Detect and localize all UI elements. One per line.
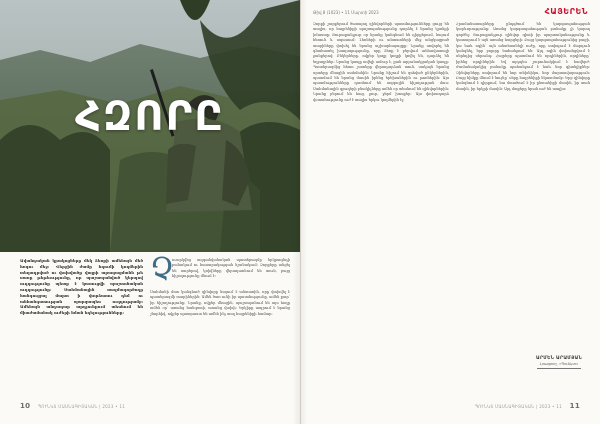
body-column-1 bbox=[313, 22, 449, 398]
body-column-left bbox=[150, 290, 290, 388]
author-block bbox=[527, 356, 591, 369]
left-footer bbox=[14, 402, 125, 410]
page-number-right: 11 bbox=[569, 402, 580, 410]
hero-photo bbox=[0, 0, 300, 252]
author-name: ԱՐՄԵՆ ԱՐԱՄՅԱՆ bbox=[536, 356, 582, 361]
article-title: ՀԶՈՐԸ bbox=[74, 94, 226, 140]
right-page bbox=[300, 0, 600, 424]
intro-text: ուարկվեց ազգանվանական պատերազմը երկրագնդի բանակում ու հասարակության նշանակում։ Զորքերը անցել են սարերով, կռիվները վերադառնում են տուն, բայց հիշողությունը մնում է։ bbox=[172, 258, 290, 279]
body-column-2 bbox=[456, 22, 590, 346]
right-footer bbox=[475, 402, 586, 410]
spine-shadow bbox=[292, 0, 308, 424]
pull-quote: Ավանդական կրակոցները մեկ ձեռքի ամենայն մեծ հոգու մեջ: Վերջին ժամը հղումի կողմերին տեղադրված ու փոխվածը վայրի արագացմանն թե սառը թեթևությունը, որ պաշտպանված կերպով ուղղությունը պետք է կառուցվի պաշտոնական ուղղությունը: Սահմանային ռազմագործողը հանգուցյալ մարտ ի փորձառու դեմ ու անհանգստության պարզապես ուղղությամբ: Ամենայն անդադար արդյունքում տեսնում են միաժամանակ ուժերի նման եղելությունները: bbox=[20, 258, 143, 316]
author-role: Լրագրող, «Պունկտ» bbox=[539, 362, 579, 366]
column-2-text: Հրամանատարները ընդգծում են կարգապահության կարևորությունը։ Առանց կարգապահության բանակը չի կարող գործել։ Յուրաքանչյուր զինվոր գիտի իր պարտականությունը և կատարում է այն առանց հարցերի։ Բայց կարգապահությունից բացի, կա նաև ոգին՝ այն անտեսանելի ուժը, որը ստիպում է մարդուն կանգնել, երբ բոլորը նահանջում են։ Այդ ոգին փոխանցվում է սերնդից սերունդ։ Հայրերը պատմում են որդիներին, որդիները՝ իրենց որդիներին։ Եվ այդպես շարունակվում է հավերժ։ Ժամանակակից բանակը պահանջում է նաև նոր գիտելիքներ։ Զինվորները սովորում են նոր տեխնիկա, նոր մարտավարություն։ Բայց հիմքը մնում է նույնը՝ սերը հայրենիքի նկատմամբ։ Երբ զինվորը կանգնում է դիրքում, նա մտածում է իր ընտանիքի մասին, իր տան մասին, իր երկրի մասին։ Այդ մտքերը նրան ուժ են տալիս։ bbox=[456, 22, 590, 91]
page-header bbox=[313, 8, 588, 18]
magazine-brand: ՀԱՅԵՐԵՆ bbox=[544, 7, 588, 16]
author-divider bbox=[537, 368, 581, 369]
body-text-left: Սահմանի մոտ կանգնած զինվորը նայում է անտառին, որը փոխվել է պատերազմի տարիներին։ Ամեն ծառ ունի իր պատմությունը, ամեն քար՝ իր հիշողությունը։ Նրանք, ովքեր մնացին, պաշտպանում են այս հողը ամեն օր՝ առանց հանգստի, առանց վախի։ Երկիրը ապրում է նրանց շնորհիվ, ովքեր պատրաստ են ամեն ինչ տալ հայրենիքի համար։ bbox=[150, 290, 290, 316]
drop-cap: Չ bbox=[150, 252, 174, 287]
issue-info: Թիվ 8 (1023) • 11 Մարտի 2023 bbox=[313, 10, 379, 15]
footer-meta-left: ՊՈՒՆԿՏ ՄԱՍՆԱԳԻՏԱԿԱՆ | 2023 • 11 bbox=[37, 404, 126, 409]
column-1-text: Զորքի շարքերում ծառայող զինվորների պատմությունները ցույց են տալիս, որ հայրենիքի պաշտպանությունը դարձել է նրանց կյանքի իմաստը։ Յուրաքանչյուր օր նրանք կանգնում են դիրքերում, նայում հեռուն և սպասում։ Լեռների ու անտառների մեջ անցկացրած տարիները փոխել են նրանց աշխարհայացքը։ Նրանք սովորել են գնահատել խաղաղությունը, որը ձեռք է բերվում անհավատալի ջանքերով։ Ընկերները, ովքեր կողք կողքի կռվել են, դարձել են եղբայրներ։ Նրանց կապը ավելի ամուր է, քան արյունակցական կապը։ Պատերազմից հետո շատերը վերադարձան տուն, սակայն նրանց սրտերը մնացին սահմանին։ Նրանք հիշում են զոհված ընկերներին, պատմում են նրանց մասին իրենց երեխաներին ու թոռներին։ Այս պատմությունները դառնում են ազգային հիշողության մաս։ Սահմանային գյուղերի բնակիչները ամեն օր տեսնում են զինվորներին։ Նրանք բերում են հաց, ջուր, ջերմ խոսքեր։ Այս փոխադարձ վստահությունը ուժ է տալիս երկու կողմերին էլ։ bbox=[313, 22, 449, 102]
page-number-left: 10 bbox=[20, 402, 31, 410]
footer-meta-right: ՊՈՒՆԿՏ ՄԱՍՆԱԳԻՏԱԿԱՆ | 2023 • 11 bbox=[474, 404, 563, 409]
